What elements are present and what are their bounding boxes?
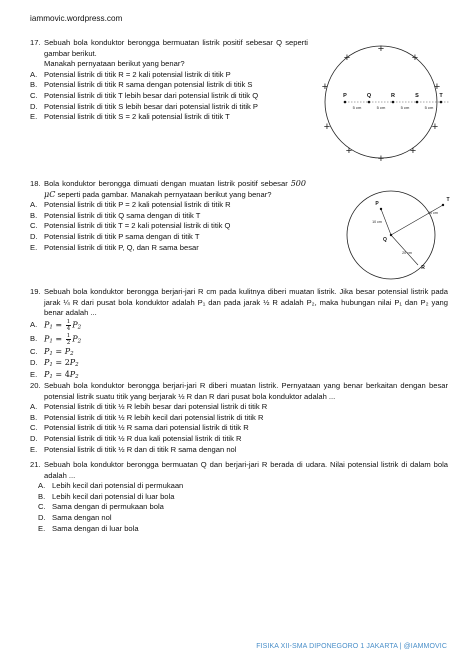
point-t-label: T bbox=[439, 93, 443, 99]
option-c: C. Sama dengan di permukaan bola bbox=[38, 502, 164, 512]
option-c: C. Potensial listrik di titik ½ R sama dari potensial listrik di titik R bbox=[30, 423, 249, 433]
charge-value: 500 μC bbox=[44, 179, 306, 199]
option-a: A. Lebih kecil dari potensial di permukaan bbox=[38, 481, 184, 491]
distance-label: 5 cm bbox=[352, 105, 362, 110]
point-q-label: Q bbox=[383, 237, 387, 243]
question-number: 20. bbox=[30, 381, 41, 390]
question-number: 19. bbox=[30, 287, 41, 296]
distance-label: 10 cm bbox=[428, 211, 438, 215]
option-e: E. Potensial listrik di titik S = 2 kali potensial listrik di titik T bbox=[30, 112, 230, 122]
site-url: iammovic.wordpress.com bbox=[30, 14, 123, 23]
question-stem: Bola konduktor berongga dimuati dengan muatan listrik positif sebesar bbox=[44, 179, 288, 188]
question-number: 18. bbox=[30, 179, 41, 188]
svg-text:+: + bbox=[321, 81, 329, 93]
option-b: B. Potensial listrik di titik ½ R lebih kecil dari potensial listrik di titik R bbox=[30, 412, 264, 422]
option-e: E. Sama dengan di luar bola bbox=[38, 523, 139, 533]
svg-text:+: + bbox=[411, 52, 419, 64]
options-list bbox=[30, 70, 308, 123]
option-b: B. Potensial listrik di titik R sama dengan potensial listrik di titik S bbox=[30, 80, 253, 90]
question-17 bbox=[30, 38, 308, 123]
option-b: B. Potensial listrik di titik Q sama dengan di titik T bbox=[30, 210, 201, 220]
option-a: A. Potensial listrik di titik ½ R lebih besar dari potensial listrik di titik R bbox=[30, 402, 268, 412]
options-list bbox=[30, 402, 448, 455]
question-stem-cont: seperti pada gambar. Manakah pernyataan berikut yang benar? bbox=[57, 189, 272, 199]
options-list bbox=[30, 200, 306, 253]
point-r-label: R bbox=[421, 265, 425, 271]
option-e: E. Potensial listrik di titik P, Q, dan R sama besar bbox=[30, 242, 199, 252]
question-stem: Sebuah bola konduktor berongga bermuatan listrik positif sebesar Q seperti gambar berikut. bbox=[44, 38, 308, 58]
svg-text:+: + bbox=[377, 153, 385, 164]
option-a: A. P1 = $\frac{1}{4}$ P2 bbox=[30, 318, 82, 332]
figure-18-charged-sphere bbox=[335, 183, 457, 283]
option-e: E. P1 = 4P2 bbox=[30, 369, 79, 380]
question-18 bbox=[30, 179, 306, 253]
option-a: A. Potensial listrik di titik R = 2 kali potensial listrik di titik P bbox=[30, 69, 231, 79]
distance-label: 20 cm bbox=[402, 251, 412, 255]
option-c: C. Potensial listrik di titik T = 2 kali potensial listrik di titik Q bbox=[30, 221, 231, 231]
point-t-label: T bbox=[446, 197, 450, 203]
option-b: B. P1 = $\frac{1}{2}$ P2 bbox=[30, 332, 82, 346]
question-stem: Sebuah bola konduktor berongga berjari-jari R diberi muatan listrik. Pernyataan yang benar berkaitan dengan besar potensial listrik suatu titik yang berjarak ½ R dan R dari pusat bola konduktor adalah ... bbox=[44, 381, 448, 401]
question-number: 21. bbox=[30, 460, 41, 469]
figure-17-charged-sphere bbox=[305, 40, 457, 164]
point-s-label: S bbox=[415, 93, 419, 99]
point-p-label: P bbox=[375, 201, 379, 207]
page-footer: FISIKA XII-SMA DIPONEGORO 1 JAKARTA | @IAMMOVIC bbox=[256, 643, 447, 650]
option-b: B. Lebih kecil dari potensial di luar bola bbox=[38, 491, 175, 501]
option-c: C. Potensial listrik di titik T lebih besar dari potensial listrik di titik Q bbox=[30, 90, 259, 100]
svg-text:+: + bbox=[409, 145, 417, 157]
question-stem: Sebuah bola konduktor berongga berjari-jari R cm pada kulitnya diberi muatan listrik. Jika besar potensial listrik pada jarak ¼ R dari pusat bola konduktor adalah P₁ dan pada jarak ½ R adalah P₂, maka hubungan nilai P₁ dan P₂ yang benar adalah ... bbox=[44, 287, 448, 318]
svg-text:+: + bbox=[343, 52, 351, 64]
svg-text:+: + bbox=[345, 145, 353, 157]
option-a: A. Potensial listrik di titik P = 2 kali potensial listrik di titik R bbox=[30, 200, 231, 210]
question-ask: Manakah pernyataan berikut yang benar? bbox=[44, 59, 185, 69]
distance-label: 5 cm bbox=[424, 105, 434, 110]
fraction: $\frac{1}{2}$ bbox=[66, 332, 71, 346]
question-20 bbox=[30, 381, 448, 455]
point-r-label: R bbox=[391, 93, 395, 99]
distance-label: 10 cm bbox=[372, 220, 382, 224]
options-list bbox=[30, 481, 448, 534]
point-q-label: Q bbox=[366, 93, 372, 99]
distance-label: 5 cm bbox=[376, 105, 386, 110]
option-e: E. Potensial listrik di titik ½ R dan di titik R sama dengan nol bbox=[30, 444, 237, 454]
svg-text:+: + bbox=[433, 81, 441, 93]
option-c: C. P1 = P2 bbox=[30, 346, 74, 357]
fraction: $\frac{1}{4}$ bbox=[66, 318, 71, 332]
question-21 bbox=[30, 460, 448, 534]
plus-charges bbox=[322, 43, 440, 164]
options-list bbox=[30, 319, 448, 382]
option-d: D. Potensial listrik di titik S lebih besar dari potensial listrik di titik P bbox=[30, 101, 258, 111]
svg-text:+: + bbox=[377, 43, 385, 55]
distance-label: 5 cm bbox=[400, 105, 410, 110]
question-19 bbox=[30, 287, 448, 381]
point-p-label: P bbox=[343, 93, 347, 99]
option-d: D. Potensial listrik di titik ½ R dua kali potensial listrik di titik R bbox=[30, 433, 242, 443]
option-d: D. P1 = 2P2 bbox=[30, 358, 79, 369]
svg-text:+: + bbox=[431, 121, 439, 133]
svg-text:+: + bbox=[323, 121, 331, 133]
option-d: D. Sama dengan nol bbox=[38, 512, 112, 522]
option-d: D. Potensial listrik di titik P sama dengan di titik T bbox=[30, 231, 200, 241]
question-number: 17. bbox=[30, 38, 41, 47]
question-stem: Sebuah bola konduktor berongga bermuatan Q dan berjari-jari R berada di udara. Nilai potensial listrik di dalam bola adalah ... bbox=[44, 460, 448, 480]
